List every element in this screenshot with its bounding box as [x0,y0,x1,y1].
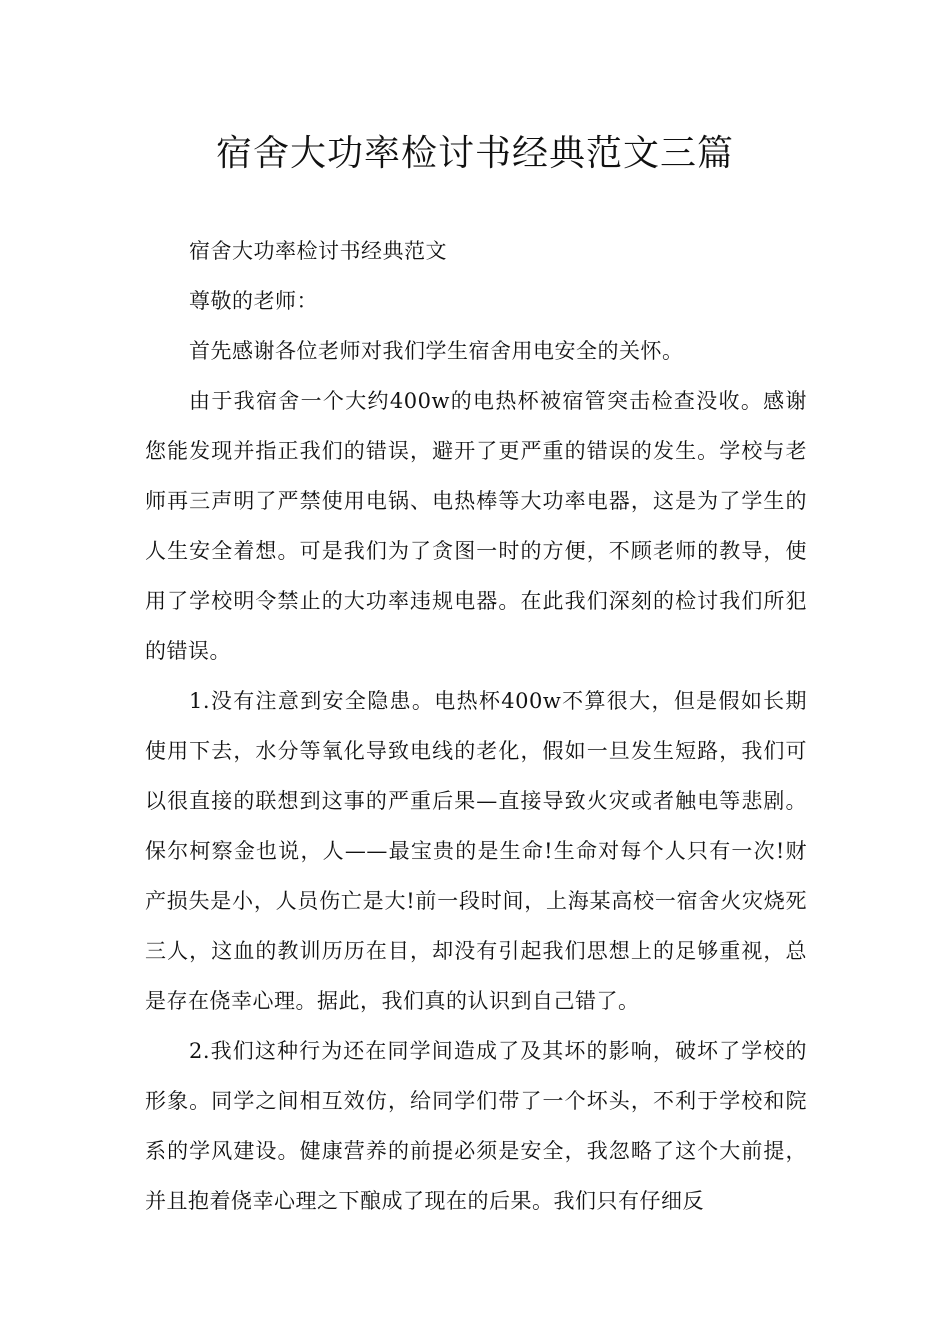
document-title: 宿舍大功率检讨书经典范文三篇 [215,133,734,174]
paragraph-point-2: 2.我们这种行为还在同学间造成了及其坏的影响，破坏了学校的形象。同学之间相互效仿，给同学们带了一个坏头，不利于学校和院系的学风建设。健康营养的前提必须是安全，我忽略了这个大前提，并且抱着侥幸心理之下酿成了现在的后果。我们只有仔细反 [145,1039,807,1213]
paragraph-thanks: 首先感谢各位老师对我们学生宿舍用电安全的关怀。 [189,339,684,363]
paragraph-subtitle: 宿舍大功率检讨书经典范文 [189,239,447,263]
document-body [145,226,807,1226]
paragraph-point-1: 1.没有注意到安全隐患。电热杯400w不算很大，但是假如长期使用下去，水分等氧化导致电线的老化，假如一旦发生短路，我们可以很直接的联想到这事的严重后果—直接导致火灾或者触电等悲剧。保尔柯察金也说，人——最宝贵的是生命!生命对每个人只有一次!财产损失是小，人员伤亡是大!前一段时间，上海某高校一宿舍火灾烧死三人，这血的教训历历在目，却没有引起我们思想上的足够重视，总是存在侥幸心理。据此，我们真的认识到自己错了。 [145,689,807,1013]
paragraph-salutation: 尊敬的老师： [189,289,318,313]
paragraph-incident: 由于我宿舍一个大约400w的电热杯被宿管突击检查没收。感谢您能发现并指正我们的错误，避开了更严重的错误的发生。学校与老师再三声明了严禁使用电锅、电热棒等大功率电器，这是为了学生的人生安全着想。可是我们为了贪图一时的方便，不顾老师的教导，使用了学校明令禁止的大功率违规电器。在此我们深刻的检讨我们所犯的错误。 [145,389,807,663]
